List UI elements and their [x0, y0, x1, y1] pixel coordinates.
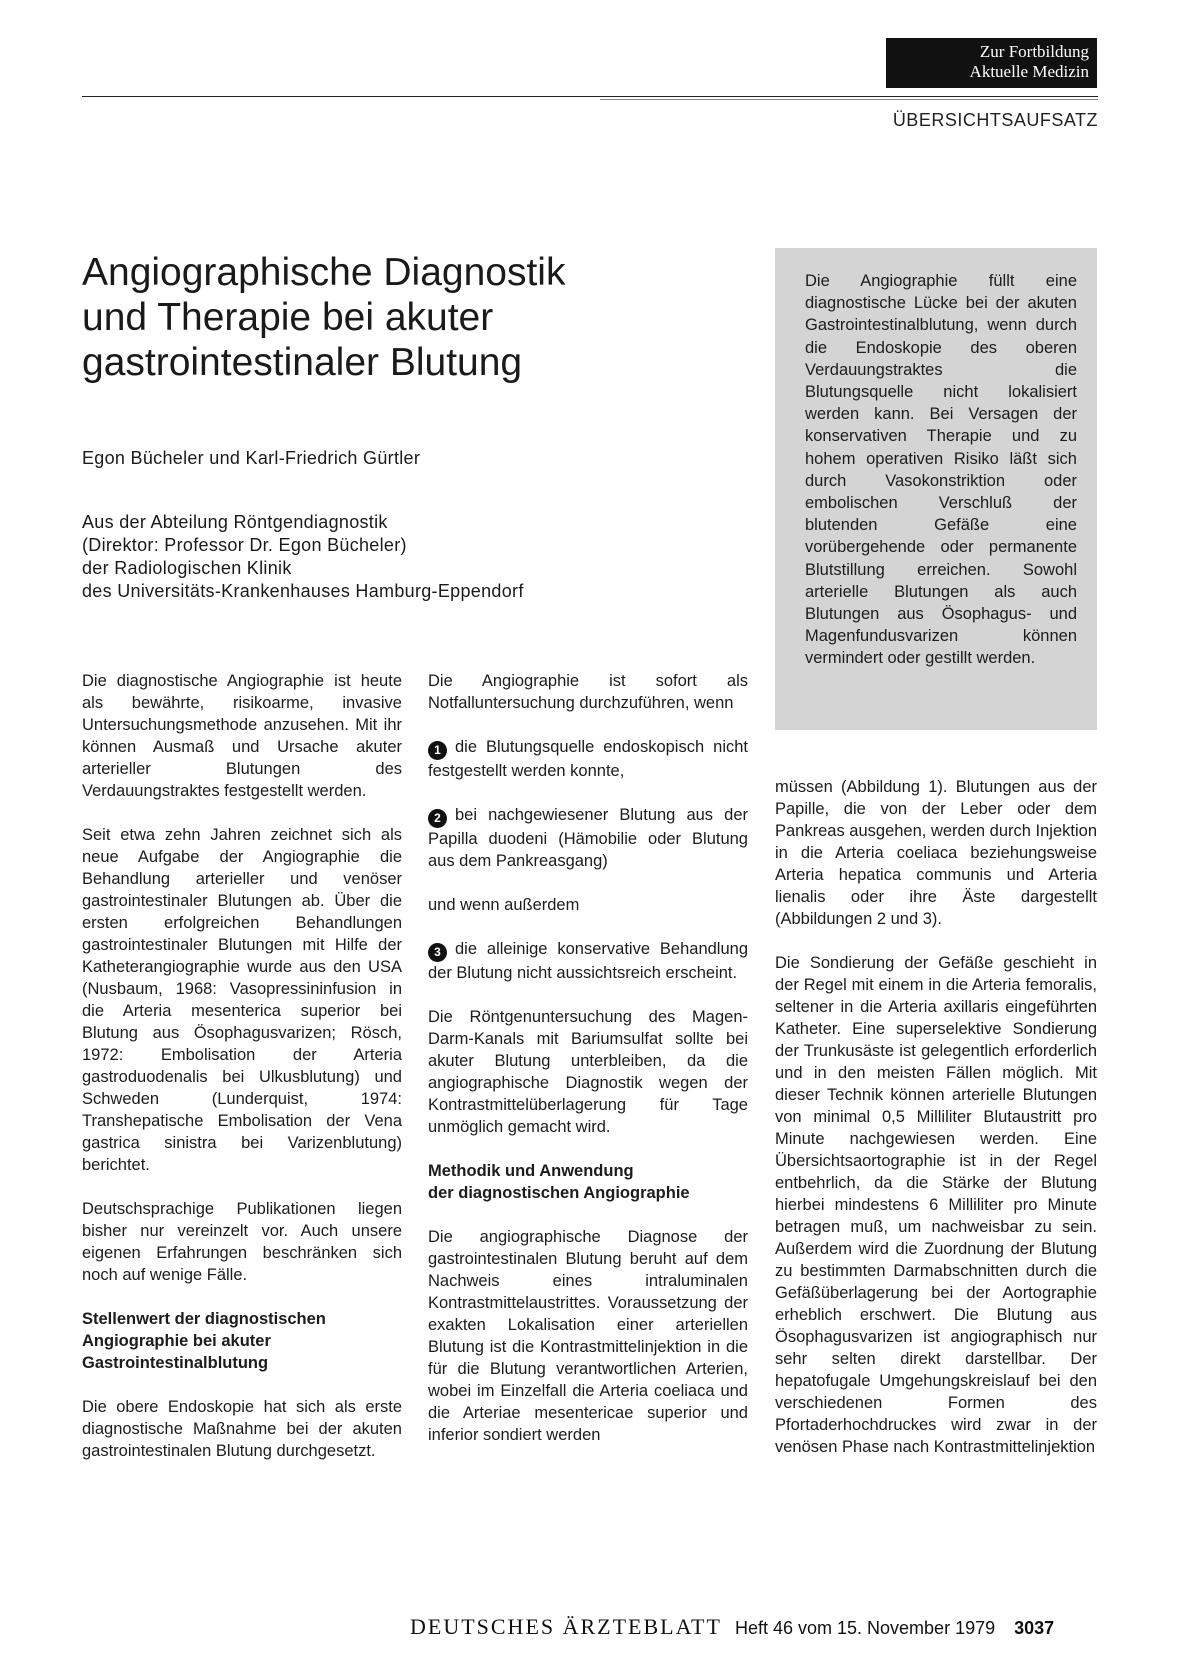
page-number: 3037	[1014, 1618, 1055, 1638]
column-2	[428, 670, 748, 1468]
section-heading	[82, 1308, 402, 1374]
affiliation-line: des Universitäts-Krankenhauses Hamburg-Eppendorf	[82, 581, 524, 601]
title-line: gastrointestinaler Blutung	[82, 341, 523, 384]
paragraph: Die Röntgenuntersuchung des Magen-Darm-Kanals mit Bariumsulfat sollte bei akuter Blutung unterbleiben, da die angiographische Diagnostik wegen der Kontrastmittelüberlagerung für Tage unmöglich gemacht wird.	[428, 1008, 748, 1136]
paragraph: Die angiographische Diagnose der gastrointestinalen Blutung beruht auf dem Nachweis eines intraluminalen Kontrastmittelaustrittes. Voraussetzung der exakten Lokalisation einer arteriellen Blutung ist die Kontrastmittelinjektion in die für die Blutung verantwortlichen Arterien, wobei im Einzelfall die Arteria coeliaca und die Arteriae mesentericae superior und inferior sondiert werden	[428, 1228, 748, 1444]
affiliation-line: Aus der Abteilung Röntgendiagnostik	[82, 512, 388, 532]
badge-line-2: Aktuelle Medizin	[969, 62, 1089, 81]
title-line: und Therapie bei akuter	[82, 296, 494, 339]
heading-line: Methodik und Anwendung	[428, 1162, 634, 1180]
header-rule-thin	[600, 99, 1098, 100]
list-item	[428, 938, 748, 984]
column-3	[775, 776, 1097, 1480]
page-footer	[410, 1614, 1054, 1640]
badge-line-1: Zur Fortbildung	[979, 42, 1089, 61]
abstract-text: Die Angiographie füllt eine diagnostische Lücke bei der akuten Gastrointestinalblutung, wenn durch die Endoskopie des oberen Verdauungstraktes die Blutungsquelle nicht lokalisiert werden kann. Bei Versagen der konservativen Therapie und zu hohem operativen Risiko läßt sich durch Vasokonstriktion oder embolischen Verschluß der blutenden Gefäße eine vorübergehende oder permanente Blutstillung erreichen. Sowohl arterielle Blutungen als auch Blutungen aus Ösophagus- und Magenfundusvarizen können vermindert oder gestillt werden.	[805, 272, 1077, 668]
issue-info: Heft 46 vom 15. November 1979	[734, 1618, 996, 1638]
journal-name: DEUTSCHES ÄRZTEBLATT	[410, 1614, 722, 1639]
heading-line: der diagnostischen Angiographie	[428, 1184, 690, 1202]
affiliation	[82, 511, 524, 603]
list-item-text: die alleinige konservative Behandlung der Blutung nicht aussichtsreich erscheint.	[428, 940, 748, 982]
heading-line: Angiographie bei akuter	[82, 1332, 271, 1350]
paragraph: Deutschsprachige Publikationen liegen bisher nur vereinzelt vor. Auch unsere eigenen Erfahrungen beschränken sich noch auf wenige Fälle.	[82, 1200, 402, 1284]
title-line: Angiographische Diagnostik	[82, 251, 566, 294]
header-rule	[82, 96, 1098, 97]
paragraph: Die Angiographie ist sofort als Notfalluntersuchung durchzuführen, wenn	[428, 672, 748, 712]
list-item-text: bei nachgewiesener Blutung aus der Papilla duodeni (Hämobilie oder Blutung aus dem Pankreasgang)	[428, 806, 748, 870]
paragraph: müssen (Abbildung 1). Blutungen aus der Papille, die von der Leber oder dem Pankreas ausgehen, werden durch Injektion in die Arteria coeliaca beziehungsweise Arteria hepatica communis und Arteria lienalis oder ihre Äste dargestellt (Abbildungen 2 und 3).	[775, 778, 1097, 928]
number-badge: 1	[428, 741, 447, 760]
list-item	[428, 736, 748, 782]
paragraph: Seit etwa zehn Jahren zeichnet sich als neue Aufgabe der Angiographie die Behandlung arterieller und venöser gastrointestinaler Blutungen ab. Über die ersten erfolgreichen Behandlungen gastrointestinaler Blutungen mit Hilfe der Katheterangiographie wurde aus den USA (Nusbaum, 1968: Vasopressininfusion in die Arteria mesenterica superior bei Blutung aus Ösophagusvarizen; Rösch, 1972: Embolisation der Arteria gastroduodenalis bei Ulkusblutung) und Schweden (Lunderquist, 1974: Transhepatische Embolisation der Vena gastrica sinistra bei Varizenblutung) berichtet.	[82, 826, 402, 1174]
heading-line: Gastrointestinalblutung	[82, 1354, 269, 1372]
column-1	[82, 670, 402, 1484]
list-item	[428, 804, 748, 872]
authors: Egon Bücheler und Karl-Friedrich Gürtler	[82, 448, 421, 468]
paragraph: und wenn außerdem	[428, 896, 580, 914]
paragraph: Die obere Endoskopie hat sich als erste diagnostische Maßnahme bei der akuten gastrointestinalen Blutung durchgesetzt.	[82, 1398, 402, 1460]
number-badge: 3	[428, 943, 447, 962]
affiliation-line: der Radiologischen Klinik	[82, 558, 292, 578]
paragraph: Die diagnostische Angiographie ist heute als bewährte, risikoarme, invasive Untersuchungsmethode anzusehen. Mit ihr können Ausmaß und Ursache akuter arterieller Blutungen des Verdauungstraktes festgestellt werden.	[82, 672, 402, 800]
abstract-box	[775, 248, 1097, 730]
affiliation-line: (Direktor: Professor Dr. Egon Bücheler)	[82, 535, 407, 555]
article-title	[82, 250, 722, 385]
list-item-text: die Blutungsquelle endoskopisch nicht festgestellt werden konnte,	[428, 738, 748, 780]
section-badge	[886, 38, 1097, 88]
heading-line: Stellenwert der diagnostischen	[82, 1310, 326, 1328]
paragraph: Die Sondierung der Gefäße geschieht in der Regel mit einem in die Arteria femoralis, seltener in die Arteria axillaris eingeführten Katheter. Eine superselektive Sondierung der Trunkusäste ist gelegentlich erforderlich und in den meisten Fällen möglich. Mit dieser Technik können arterielle Blutungen von minimal 0,5 Milliliter Blutaustritt pro Minute nachgewiesen werden. Eine Übersichtsaortographie ist in der Regel entbehrlich, da die Stärke der Blutung hierbei mindestens 6 Milliliter pro Minute betragen muß, um nachweisbar zu sein. Außerdem wird die Zuordnung der Blutung zu bestimmten Darmabschnitten durch die Gefäßüberlagerung bei der Aortographie erheblich erschwert. Die Blutung aus Ösophagusvarizen ist angiographisch nur sehr selten direkt darstellbar. Der hepatofugale Umgehungskreislauf bei den verschiedenen Formen des Pfortaderhochdruckes wird zwar in der venösen Phase nach Kontrastmittelinjektion	[775, 954, 1097, 1456]
section-label: ÜBERSICHTSAUFSATZ	[892, 110, 1098, 130]
section-heading	[428, 1160, 748, 1204]
number-badge: 2	[428, 809, 447, 828]
